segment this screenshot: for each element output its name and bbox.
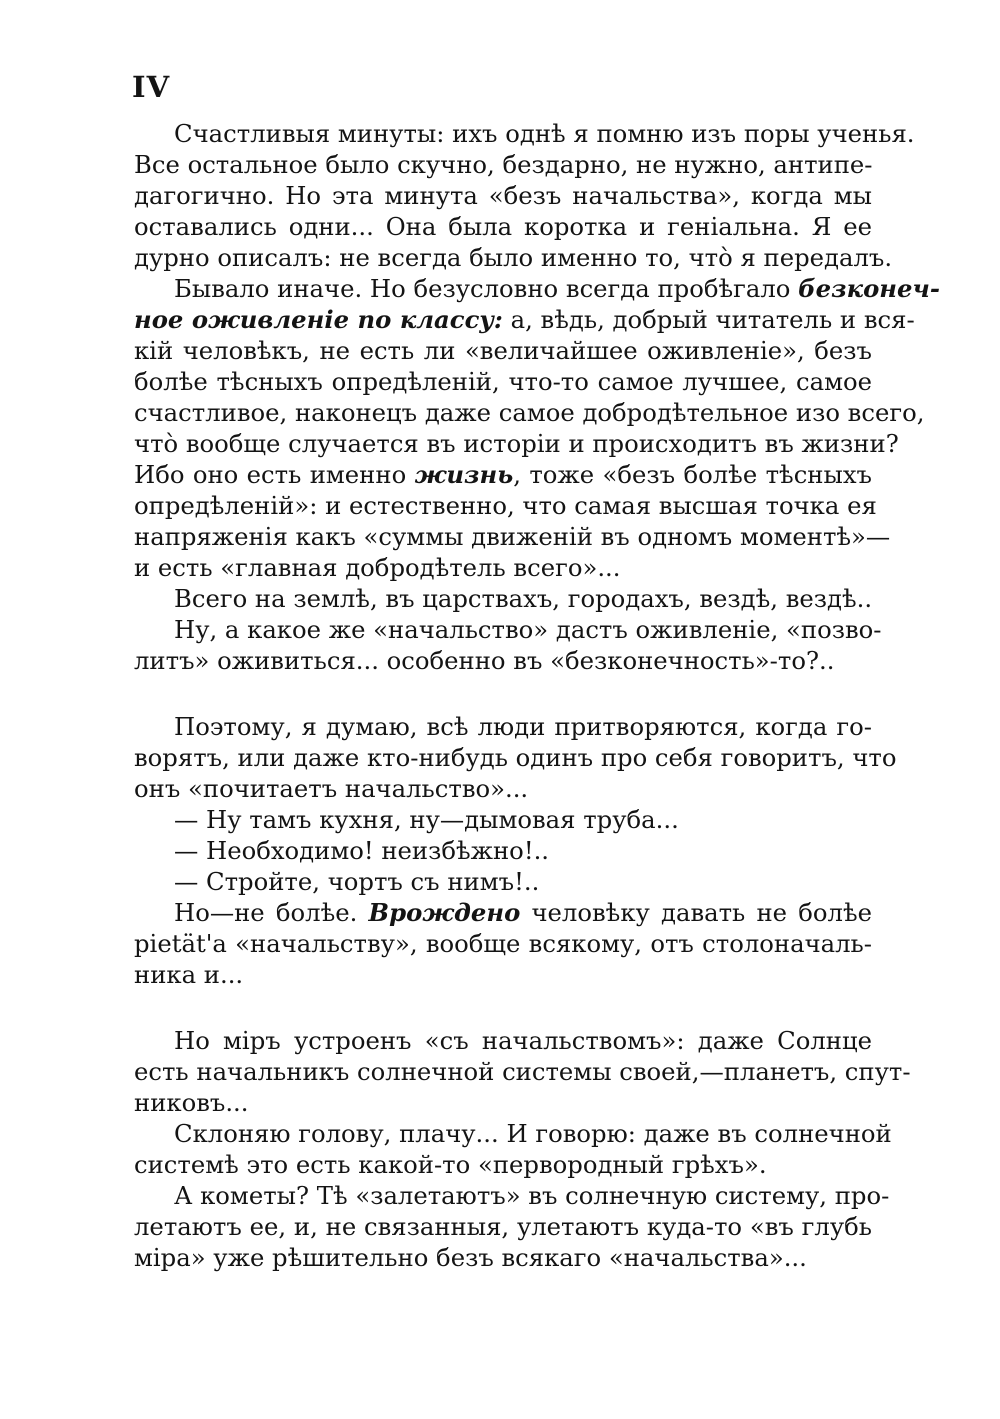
line-text: а, вѣдь, добрый читатель и вся- (502, 305, 915, 334)
emphasis-text: жизнь (414, 460, 514, 489)
paragraph-gap (134, 676, 872, 711)
text-line: никовъ... (134, 1088, 249, 1117)
text-line: Счастливыя минуты: ихъ однѣ я помню изъ поры ученья. (174, 119, 915, 148)
text-line: кій человѣкъ, не есть ли «величайшее оживленіе», безъ (134, 336, 872, 365)
text-line (134, 459, 872, 490)
text-line: болѣе тѣсныхъ опредѣленій, что-то самое лучшее, самое (134, 367, 872, 396)
paragraph-gap (134, 990, 872, 1025)
text-line: міра» уже рѣшительно безъ всякаго «начальства»... (134, 1243, 807, 1272)
page-number: IV (132, 70, 171, 104)
text-line: напряженія какъ «суммы движеній въ одномъ моментѣ»— (134, 522, 891, 551)
body-text (134, 118, 940, 1273)
text-line: pietät'а «начальству», вообще всякому, отъ столоначаль- (134, 929, 872, 958)
text-line: что̀ вообще случается въ исторіи и происходитъ въ жизни? (134, 429, 899, 458)
text-line: Все остальное было скучно, бездарно, не нужно, антипе- (134, 150, 873, 179)
text-line: литъ» оживиться... особенно въ «безконечность»-то?.. (134, 646, 835, 675)
line-text: , тоже «безъ болѣе тѣсныхъ (513, 460, 872, 489)
text-line: и есть «главная добродѣтель всего»... (134, 553, 621, 582)
line-text: Бывало иначе. Но безусловно всегда пробѣгало (174, 274, 799, 303)
text-line: ника и... (134, 960, 244, 989)
text-line: А кометы? Тѣ «залетаютъ» въ солнечную систему, про- (174, 1181, 890, 1210)
text-line (134, 304, 915, 335)
text-line: дурно описалъ: не всегда было именно то, что̀ я передалъ. (134, 243, 893, 272)
text-line: Склоняю голову, плачу... И говорю: даже въ солнечной (174, 1119, 892, 1148)
text-line: Поэтому, я думаю, всѣ люди притворяются, когда го- (174, 712, 872, 741)
text-line: счастливое, наконецъ даже самое добродѣтельное изо всего, (134, 398, 925, 427)
text-line: Всего на землѣ, въ царствахъ, городахъ, вездѣ, вездѣ.. (174, 584, 873, 613)
text-line: опредѣленій»: и естественно, что самая высшая точка ея (134, 491, 877, 520)
text-line (134, 897, 872, 928)
emphasis-text: Врождено (368, 898, 521, 927)
text-line: Ну, а какое же «начальство» дастъ оживленіе, «позво- (174, 615, 882, 644)
text-line: оставались одни... Она была коротка и геніальна. Я ее (134, 212, 872, 241)
text-line (134, 273, 940, 304)
text-line: Но міръ устроенъ «съ начальствомъ»: даже Солнце (174, 1026, 872, 1055)
text-line: летаютъ ее, и, не связанныя, улетаютъ куда-то «въ глубь (134, 1212, 872, 1241)
line-text: Но—не болѣе. (174, 898, 369, 927)
line-text: Ибо оно есть именно (134, 460, 415, 489)
text-line: — Стройте, чортъ съ нимъ!.. (174, 867, 540, 896)
text-line: онъ «почитаетъ начальство»... (134, 774, 529, 803)
text-line: — Ну тамъ кухня, ну—дымовая труба... (174, 805, 679, 834)
emphasis-text: ное оживленіе по классу: (134, 305, 503, 334)
text-line: системѣ это есть какой-то «первородный грѣхъ». (134, 1150, 767, 1179)
text-line: дагогично. Но эта минута «безъ начальства», когда мы (134, 181, 872, 210)
text-line: — Необходимо! неизбѣжно!.. (174, 836, 550, 865)
text-line: ворятъ, или даже кто-нибудь одинъ про себя говоритъ, что (134, 743, 897, 772)
emphasis-text: безконеч- (798, 274, 940, 303)
text-line: есть начальникъ солнечной системы своей,—планетъ, спут- (134, 1057, 911, 1086)
line-text: человѣку давать не болѣе (520, 898, 872, 927)
